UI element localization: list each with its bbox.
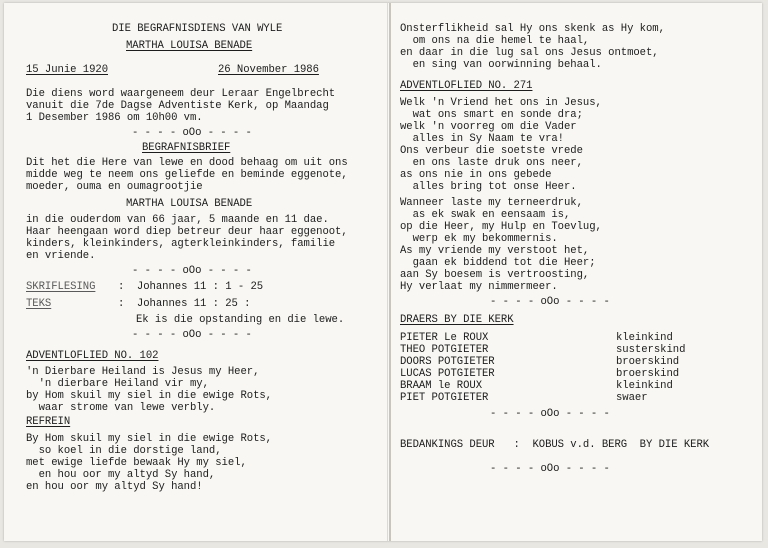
refrain-line: so koel in die dorstige land, <box>26 445 222 457</box>
letter-line: Dit het die Here van lewe en dood behaag om uit ons <box>26 157 348 169</box>
age-line: in die ouderdom van 66 jaar, 5 maande en 11 dae. <box>26 214 329 226</box>
verse-line: werp ek my bekommernis. <box>400 233 558 245</box>
verse-line: aan Sy boesem is vertroosting, <box>400 269 590 281</box>
pallbearer-relation: kleinkind <box>616 332 673 344</box>
hymn-line: en sing van oorwinning behaal. <box>400 59 602 71</box>
burial-letter-heading: BEGRAFNISBRIEF <box>142 142 231 154</box>
age-line: Haar heengaan word diep betreur deur haar eggenoot, <box>26 226 348 238</box>
verse-line: Ons verbeur die soetste vrede <box>400 145 583 157</box>
pallbearer-name: BRAAM le ROUX <box>400 380 482 392</box>
pallbearer-relation: broerskind <box>616 368 680 380</box>
pallbearer-relation: swaer <box>616 392 648 404</box>
pallbearer-name: DOORS POTGIETER <box>400 356 495 368</box>
pallbearer-name: THEO POTGIETER <box>400 344 489 356</box>
refrain-line: en hou oor my altyd Sy hand! <box>26 481 203 493</box>
verse-line: op die Heer, my Hulp en Toevlug, <box>400 221 602 233</box>
verse-line: alles bring tot onse Heer. <box>400 181 577 193</box>
pallbearer-name: PIET POTGIETER <box>400 392 489 404</box>
hymn-line: by Hom skuil my siel in die ewige Rots, <box>26 390 272 402</box>
age-line: kinders, kleinkinders, agterkleinkinders, familie <box>26 238 336 250</box>
verse-line: wat ons smart en sonde dra; <box>400 109 583 121</box>
verse-line: gaan ek biddend tot die Heer; <box>400 257 596 269</box>
divider: - - - - oOo - - - - <box>490 408 610 420</box>
thanks-line: BEDANKINGS DEUR : KOBUS v.d. BERG BY DIE KERK <box>400 439 710 451</box>
letter-line: moeder, ouma en oumagrootjie <box>26 181 203 193</box>
divider: - - - - oOo - - - - <box>132 265 252 277</box>
death-date: 26 November 1986 <box>218 64 319 76</box>
hymn-line: om ons na die hemel te haal, <box>400 35 590 47</box>
divider: - - - - oOo - - - - <box>490 463 610 475</box>
pallbearers-heading: DRAERS BY DIE KERK <box>400 314 514 326</box>
pallbearer-relation: susterskind <box>616 344 686 356</box>
verse-line: Welk 'n Vriend het ons in Jesus, <box>400 97 602 109</box>
verse-line: alles in Sy Naam te vra! <box>400 133 564 145</box>
refrain-line: met ewige liefde bewaak Hy my siel, <box>26 457 247 469</box>
divider: - - - - oOo - - - - <box>490 296 610 308</box>
service-line: Die diens word waargeneem deur Leraar Engelbrecht <box>26 88 336 100</box>
verse-line: Hy verlaat my nimmermeer. <box>400 281 558 293</box>
letter-line: midde weg te neem ons geliefde en beminde eggenote, <box>26 169 348 181</box>
birth-date: 15 Junie 1920 <box>26 64 108 76</box>
verse-line: en ons laste druk ons neer, <box>400 157 583 169</box>
verse-line: as ons nie in ons gebede <box>400 169 552 181</box>
hymn-heading: ADVENTLOFLIED NO. 102 <box>26 350 159 362</box>
verse-line: as ek swak en eensaam is, <box>400 209 571 221</box>
verse-line: As my vriende my verstoot het, <box>400 245 590 257</box>
pallbearer-relation: broerskind <box>616 356 680 368</box>
service-line: vanuit die 7de Dagse Adventiste Kerk, op Maandag <box>26 100 329 112</box>
deceased-name: MARTHA LOUISA BENADE <box>126 198 253 210</box>
hymn-line: 'n Dierbare Heiland is Jesus my Heer, <box>26 366 260 378</box>
refrain-line: By Hom skuil my siel in die ewige Rots, <box>26 433 272 445</box>
verse-line: welk 'n voorreg om die Vader <box>400 121 577 133</box>
divider: - - - - oOo - - - - <box>132 127 252 139</box>
verse-line: Wanneer laste my terneerdruk, <box>400 197 583 209</box>
scripture-reference: : Johannes 11 : 1 - 25 <box>118 281 264 293</box>
divider: - - - - oOo - - - - <box>132 329 252 341</box>
center-fold <box>389 3 391 541</box>
age-line: en vriende. <box>26 250 96 262</box>
program-title: DIE BEGRAFNISDIENS VAN WYLE <box>112 23 283 35</box>
refrain-line: en hou oor my altyd Sy hand, <box>26 469 216 481</box>
hymn-line: en daar in die lug sal ons Jesus ontmoet, <box>400 47 659 59</box>
pallbearer-name: LUCAS POTGIETER <box>400 368 495 380</box>
text-reference: : Johannes 11 : 25 : <box>118 298 251 310</box>
hymn-line: 'n dierbare Heiland vir my, <box>26 378 209 390</box>
text-label: TEKS <box>26 298 52 310</box>
scripture-label: SKRIFLESING <box>26 281 96 293</box>
funeral-program-sheet <box>4 3 762 541</box>
hymn-heading: ADVENTLOFLIED NO. 271 <box>400 80 533 92</box>
deceased-name-heading: MARTHA LOUISA BENADE <box>126 40 253 52</box>
hymn-line: Onsterflikheid sal Hy ons skenk as Hy kom, <box>400 23 665 35</box>
hymn-line: waar strome van lewe verbly. <box>26 402 216 414</box>
pallbearer-name: PIETER Le ROUX <box>400 332 489 344</box>
text-quote: Ek is die opstanding en die lewe. <box>136 314 345 326</box>
refrain-heading: REFREIN <box>26 416 71 428</box>
service-line: 1 Desember 1986 om 10h00 vm. <box>26 112 203 124</box>
fold-shadow <box>387 3 388 541</box>
pallbearer-relation: kleinkind <box>616 380 673 392</box>
